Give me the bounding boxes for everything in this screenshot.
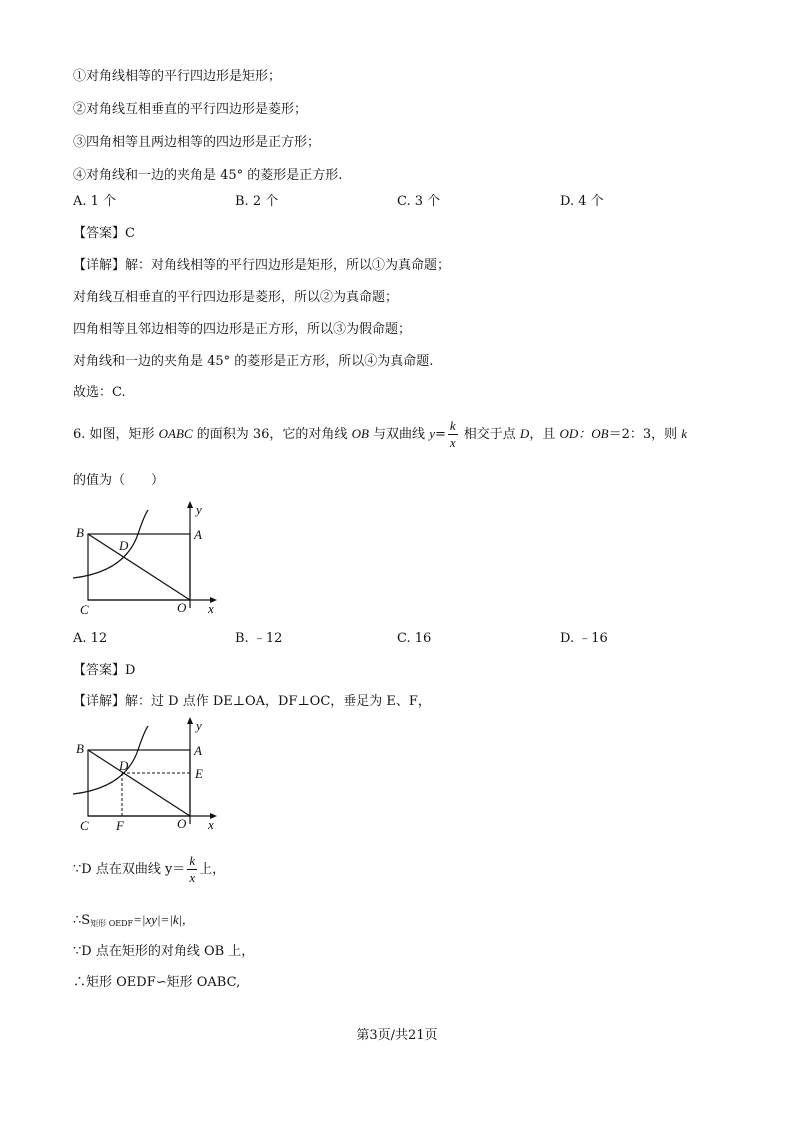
q6-stem-line2: 的值为（ ）: [73, 473, 165, 488]
q5-option-c: C. 3 个: [397, 194, 441, 209]
label-y: y: [196, 718, 202, 733]
q5-option-a: A. 1 个: [73, 194, 117, 209]
q6-k: k: [681, 426, 688, 441]
q6-fraction: [448, 418, 458, 451]
sol-1-pre: ∵D 点在双曲线 y＝: [73, 862, 186, 877]
label-b: B: [76, 741, 84, 756]
statement-1: ①对角线相等的平行四边形是矩形；: [73, 69, 282, 84]
q5-conclusion: 故选：C.: [73, 385, 126, 400]
label-c: C: [80, 602, 89, 617]
q6-option-c: C. 16: [397, 631, 432, 646]
q6-text4: ，且: [529, 427, 560, 442]
q5-option-d: D. 4 个: [560, 194, 604, 209]
q6-eq: =: [434, 427, 446, 442]
sol-line-4: ∴矩形 OEDF∽矩形 OABC,: [73, 975, 241, 990]
sol-line-1: [73, 852, 225, 888]
q6-ratio: OD：OB: [559, 426, 609, 441]
q6-text2: 与双曲线: [368, 427, 430, 442]
label-x: x: [208, 601, 214, 616]
label-o: O: [177, 816, 187, 831]
hyperbola-curve: [73, 726, 148, 794]
label-d: D: [119, 538, 129, 553]
y-axis-arrow: [187, 717, 193, 724]
sol-frac-num: k: [189, 853, 196, 868]
diagonal-ob: [88, 534, 190, 600]
sol-1-post: 上，: [199, 862, 226, 877]
sol-2-post: =|xy|=|k|,: [133, 912, 186, 927]
q5-detail-1: 【详解】解：对角线相等的平行四边形是矩形，所以①为真命题；: [73, 258, 451, 273]
q6-detail-1: 【详解】解：过 D 点作 DE⊥OA，DF⊥OC，垂足为 E、F，: [73, 694, 431, 709]
q6-text3: 相交于点: [459, 427, 520, 442]
sol-fraction: [187, 853, 197, 886]
q5-detail-3: 四角相等且邻边相等的四边形是正方形，所以③为假命题；: [73, 322, 412, 337]
q6-option-b: B. ﹣12: [235, 631, 283, 646]
q6-answer: 【答案】D: [73, 663, 136, 678]
label-c: C: [80, 818, 89, 833]
sol-frac-den: x: [189, 870, 196, 885]
statement-4: ④对角线和一边的夹角是 45° 的菱形是正方形.: [73, 168, 343, 183]
diagonal-ob: [88, 750, 190, 816]
q5-detail-2: 对角线互相垂直的平行四边形是菱形，所以②为真命题；: [73, 290, 399, 305]
label-a: A: [194, 743, 202, 758]
q6-stem: [73, 416, 687, 453]
q6-y: y: [429, 426, 435, 441]
q5-option-b: B. 2 个: [235, 194, 279, 209]
q6-text1: 的面积为 36，它的对角线: [192, 427, 352, 442]
q5-answer: 【答案】C: [73, 226, 135, 241]
label-f: F: [116, 818, 124, 833]
q6-figure: [70, 500, 230, 622]
q6-option-a: A. 12: [73, 631, 108, 646]
label-y: y: [196, 502, 202, 517]
label-o: O: [177, 600, 187, 615]
label-x: x: [208, 817, 214, 832]
q5-detail-4: 对角线和一边的夹角是 45° 的菱形是正方形，所以④为真命题.: [73, 354, 434, 369]
label-d: D: [119, 758, 129, 773]
sol-2-sub: 矩形 OEDF: [90, 919, 134, 928]
sol-line-2: [73, 911, 186, 933]
label-a: A: [194, 527, 202, 542]
q6-solution-figure: [70, 716, 230, 838]
sol-2-pre: ∴S: [73, 913, 91, 928]
q6-text5: ＝2：3，则: [608, 427, 682, 442]
label-e: E: [195, 766, 203, 781]
q6-frac-num: k: [449, 418, 456, 433]
y-axis-arrow: [187, 501, 193, 508]
q6-prefix: 6. 如图，矩形: [73, 427, 159, 442]
label-b: B: [76, 525, 84, 540]
statement-3: ③四角相等且两边相等的四边形是正方形；: [73, 135, 321, 150]
q6-rect: OABC: [158, 426, 193, 441]
hyperbola-curve: [73, 510, 148, 578]
statement-2: ②对角线互相垂直的平行四边形是菱形；: [73, 102, 308, 117]
sol-line-3: ∵D 点在矩形的对角线 OB 上，: [73, 944, 255, 959]
page-footer: 第3页/共21页: [356, 1028, 438, 1043]
q6-frac-den: x: [449, 435, 456, 450]
q6-option-d: D. ﹣16: [560, 631, 608, 646]
q6-point-d: D: [519, 426, 530, 441]
q6-diag: OB: [351, 426, 369, 441]
